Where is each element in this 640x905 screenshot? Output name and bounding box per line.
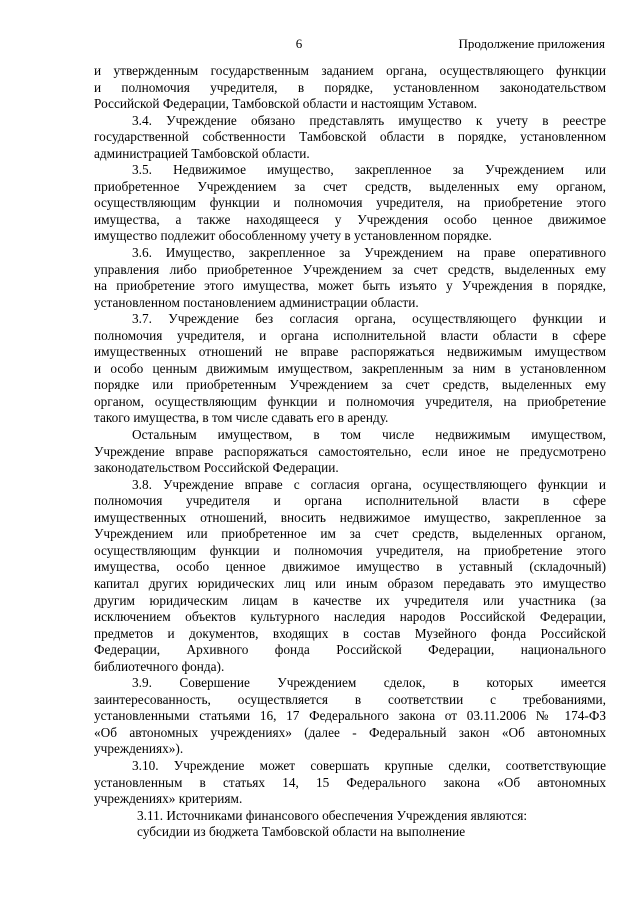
- text-line: установленным в статьях 14, 15 Федерального закона «Об автономных: [94, 774, 606, 790]
- text-line: и особо ценным движимым имуществом, закрепленным за ним в установленном: [94, 360, 606, 376]
- text-line: полномочия учредителя и органа исполнительной власти в сфере: [94, 493, 606, 509]
- text-line: полномочия учредителя, и органа исполнительной власти области в сфере: [94, 327, 606, 343]
- text-line: 3.11. Источниками финансового обеспечения Учреждения являются:: [137, 807, 528, 823]
- page-number: 6: [295, 36, 303, 51]
- text-line: имущественных отношений не вправе распоряжаться недвижимым имуществом: [94, 344, 606, 360]
- text-line: имущества, а также находящееся у Учреждения особо ценное движимое: [94, 211, 606, 227]
- text-line: осуществляющим функции и полномочия учредителя, на приобретение этого: [94, 195, 606, 211]
- running-header: Продолжение приложения: [458, 36, 605, 51]
- text-line: библиотечного фонда).: [94, 658, 225, 674]
- text-line: Остальным имуществом, в том числе недвижимым имуществом,: [132, 427, 606, 443]
- text-line: государственной собственности Тамбовской области в порядке, установленном: [94, 129, 606, 145]
- document-body: [94, 63, 606, 841]
- text-line: предметов и документов, входящих в состав Музейного фонда Российской: [94, 625, 606, 641]
- text-line: такого имущества, в том числе сдавать его в аренду.: [94, 410, 389, 426]
- text-line: имущества, особо ценное движимое имущество в уставный (складочный): [94, 559, 606, 575]
- text-line: исключением объектов культурного наследия народов Российской Федерации,: [94, 609, 606, 625]
- text-line: 3.5. Недвижимое имущество, закрепленное за Учреждением или: [132, 162, 606, 178]
- text-line: на приобретение этого имущества, может быть изъято у Учреждения в порядке,: [94, 278, 606, 294]
- text-line: учреждениях» критериям.: [94, 791, 243, 807]
- text-line: порядке или приобретенным Учреждением за счет средств, выделенных ему: [94, 377, 606, 393]
- text-line: учреждениях»).: [94, 741, 184, 757]
- text-line: 3.10. Учреждение может совершать крупные сделки, соответствующие: [132, 757, 606, 773]
- text-line: 3.4. Учреждение обязано представлять имущество к учету в реестре: [132, 112, 606, 128]
- text-line: другим юридическим лицам в качестве их учредителя или участника (за: [94, 592, 606, 608]
- text-line: управления либо приобретенное Учреждением за счет средств, выделенных ему: [94, 261, 606, 277]
- text-line: заинтересованность, осуществляется в соответствии с требованиями,: [94, 691, 606, 707]
- text-line: субсидии из бюджета Тамбовской области на выполнение: [137, 824, 466, 840]
- text-line: 3.6. Имущество, закрепленное за Учреждением на праве оперативного: [132, 245, 606, 261]
- text-line: и полномочия учредителя, в порядке, установленном законодательством: [94, 79, 606, 95]
- text-line: Российской Федерации, Тамбовской области и настоящим Уставом.: [94, 96, 478, 112]
- text-line: 3.7. Учреждение без согласия органа, осуществляющего функции и: [132, 311, 606, 327]
- text-line: приобретенное Учреждением за счет средств, выделенных ему органом,: [94, 178, 606, 194]
- text-line: имущественных отношений, вносить недвижимое имущество, закрепленное за: [94, 509, 606, 525]
- text-line: Федерации, Архивного фонда Российской Федерации, национального: [94, 642, 606, 658]
- text-line: 3.8. Учреждение вправе с согласия органа, осуществляющего функции и: [132, 476, 606, 492]
- text-line: Учреждением или приобретенное им за счет средств, выделенных органом,: [94, 526, 606, 542]
- text-line: органом, осуществляющим функции и полномочия учредителя, на приобретение: [94, 393, 606, 409]
- text-line: и утвержденным государственным заданием органа, осуществляющего функции: [94, 63, 606, 78]
- text-line: 3.9. Совершение Учреждением сделок, в которых имеется: [132, 675, 606, 691]
- text-line: установленными статьями 16, 17 Федерального закона от 03.11.2006 № 174-ФЗ: [94, 708, 606, 724]
- text-line: Учреждение вправе распоряжаться самостоятельно, если иное не предусмотрено: [94, 443, 606, 459]
- text-line: администрацией Тамбовской области.: [94, 145, 310, 161]
- text-line: законодательством Российской Федерации.: [94, 460, 339, 476]
- text-line: имущество подлежит обособленному учету в установленном порядке.: [94, 228, 492, 244]
- text-line: установленном постановлением администрации области.: [94, 294, 419, 310]
- text-line: осуществляющим функции и полномочия учредителя, на приобретение этого: [94, 542, 606, 558]
- text-line: «Об автономных учреждениях» (далее - Федеральный закон «Об автономных: [94, 724, 606, 740]
- text-line: капитал других юридических лиц или иным образом передавать это имущество: [94, 575, 606, 591]
